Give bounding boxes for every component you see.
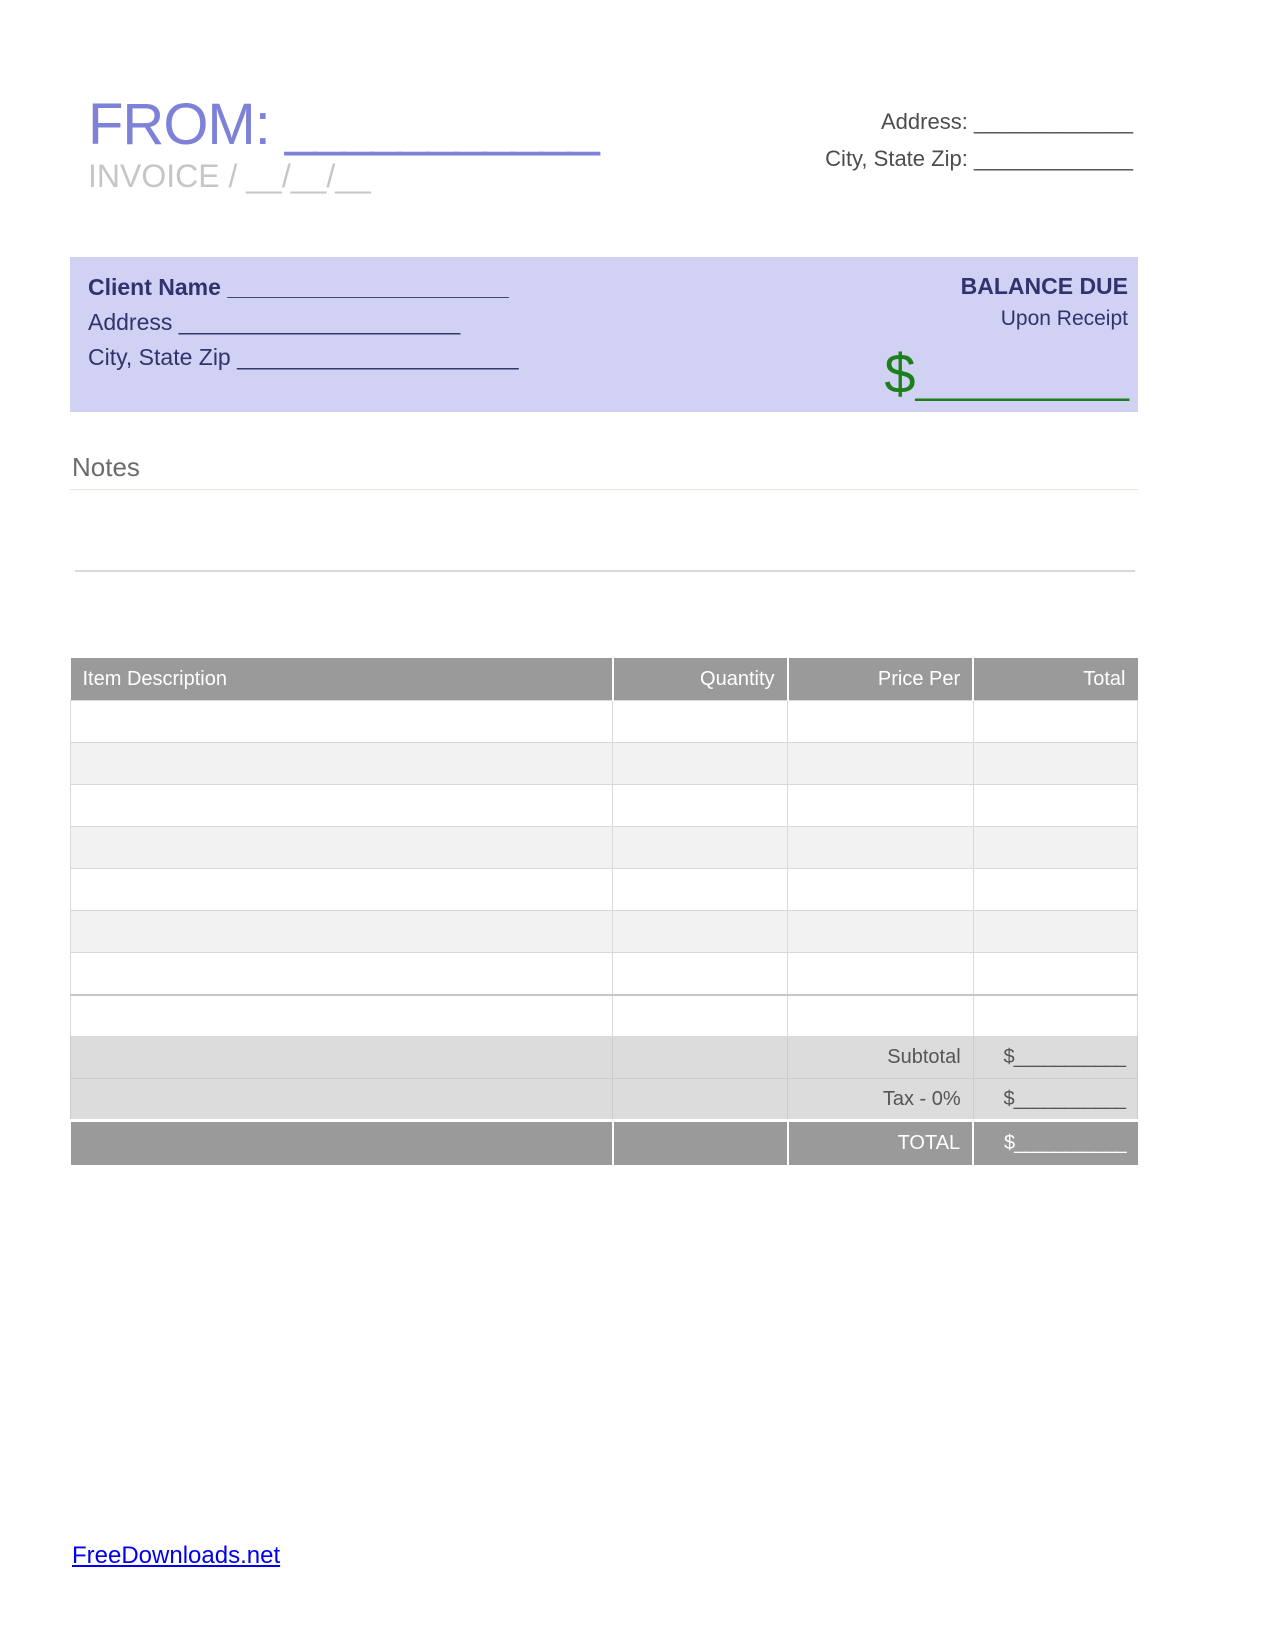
table-header-row — [71, 658, 1138, 701]
client-name-label: Client Name — [88, 273, 221, 300]
empty-cell — [613, 785, 788, 827]
footer — [72, 1542, 280, 1570]
empty-cell — [71, 827, 613, 869]
table-empty-row — [71, 911, 1138, 953]
sender-address-line — [825, 103, 1133, 140]
column-header-quantity: Quantity — [613, 658, 788, 701]
empty-cell — [788, 701, 974, 743]
balance-due-block — [884, 270, 1128, 405]
total-row — [71, 1121, 1138, 1165]
invoice-date-blank: / __/__/__ — [228, 157, 371, 194]
empty-cell — [71, 953, 613, 995]
notes-section — [70, 452, 1138, 572]
table-empty-row — [71, 953, 1138, 995]
table-empty-row — [71, 869, 1138, 911]
empty-cell — [71, 743, 613, 785]
sender-city-label: City, State Zip: — [825, 146, 968, 171]
balance-amount-blank: __________ — [915, 357, 1128, 402]
empty-cell — [973, 911, 1137, 953]
empty-cell — [613, 827, 788, 869]
empty-cell — [788, 869, 974, 911]
empty-cell — [71, 995, 613, 1037]
tax-row — [71, 1079, 1138, 1121]
empty-cell — [788, 995, 974, 1037]
invoice-line — [88, 158, 596, 195]
empty-cell — [71, 1121, 613, 1165]
client-address-line — [88, 305, 519, 340]
from-block — [88, 92, 596, 195]
sender-address-label: Address: — [880, 109, 968, 134]
empty-cell — [973, 953, 1137, 995]
empty-cell — [613, 743, 788, 785]
client-address-blank: ______________________ — [178, 308, 461, 335]
empty-cell — [613, 995, 788, 1037]
client-name-line — [88, 270, 519, 305]
tax-label: Tax - 0% — [788, 1079, 974, 1121]
from-blank: ___________ — [284, 92, 596, 157]
items-table — [70, 658, 1138, 1165]
notes-label: Notes — [70, 452, 1138, 490]
client-banner — [70, 257, 1138, 412]
empty-cell — [71, 1037, 613, 1079]
empty-cell — [788, 743, 974, 785]
empty-cell — [788, 827, 974, 869]
sender-address-blank: _____________ — [973, 109, 1133, 134]
client-city-line — [88, 340, 519, 375]
empty-cell — [71, 701, 613, 743]
client-city-blank: ______________________ — [237, 343, 519, 370]
freedownloads-link[interactable]: FreeDownloads.net — [72, 1542, 281, 1569]
balance-amount-line — [884, 341, 1128, 406]
table-empty-row — [71, 743, 1138, 785]
empty-cell — [973, 701, 1137, 743]
sender-city-blank: _____________ — [973, 146, 1133, 171]
column-header-item-description: Item Description — [71, 658, 613, 701]
empty-cell — [613, 1037, 788, 1079]
empty-cell — [71, 911, 613, 953]
empty-cell — [613, 1079, 788, 1121]
empty-cell — [71, 785, 613, 827]
invoice-label: INVOICE — [88, 157, 220, 194]
total-label: TOTAL — [788, 1121, 974, 1165]
empty-cell — [788, 785, 974, 827]
empty-cell — [973, 995, 1137, 1037]
total-value-blank: $___________ — [973, 1121, 1137, 1165]
empty-cell — [973, 827, 1137, 869]
empty-cell — [788, 911, 974, 953]
table-empty-row — [71, 701, 1138, 743]
balance-due-terms: Upon Receipt — [1000, 306, 1128, 330]
from-line — [88, 92, 596, 157]
empty-cell — [973, 869, 1137, 911]
balance-due-label: BALANCE DUE — [960, 272, 1128, 299]
column-header-total: Total — [973, 658, 1137, 701]
top-header — [0, 0, 1275, 195]
empty-cell — [613, 701, 788, 743]
empty-cell — [613, 911, 788, 953]
sender-city-line — [825, 140, 1133, 177]
empty-cell — [973, 743, 1137, 785]
empty-cell — [613, 1121, 788, 1165]
empty-cell — [71, 1079, 613, 1121]
client-name-blank: ______________________ — [227, 273, 509, 300]
subtotal-value-blank: $___________ — [973, 1037, 1137, 1079]
client-city-label: City, State Zip — [88, 343, 231, 370]
empty-cell — [613, 953, 788, 995]
empty-cell — [973, 785, 1137, 827]
table-empty-row — [71, 827, 1138, 869]
table-empty-row — [71, 785, 1138, 827]
empty-cell — [788, 953, 974, 995]
subtotal-row — [71, 1037, 1138, 1079]
tax-value-blank: $___________ — [973, 1079, 1137, 1121]
client-address-label: Address — [88, 308, 173, 335]
dollar-sign: $ — [884, 341, 916, 405]
column-header-price-per: Price Per — [788, 658, 974, 701]
table-empty-row — [71, 995, 1138, 1037]
client-info-block — [88, 270, 519, 402]
from-label: FROM: — [88, 92, 270, 157]
empty-cell — [613, 869, 788, 911]
sender-address-block — [825, 103, 1133, 177]
items-table-wrap — [70, 658, 1138, 1165]
empty-cell — [71, 869, 613, 911]
subtotal-label: Subtotal — [788, 1037, 974, 1079]
notes-writing-line — [75, 570, 1135, 572]
